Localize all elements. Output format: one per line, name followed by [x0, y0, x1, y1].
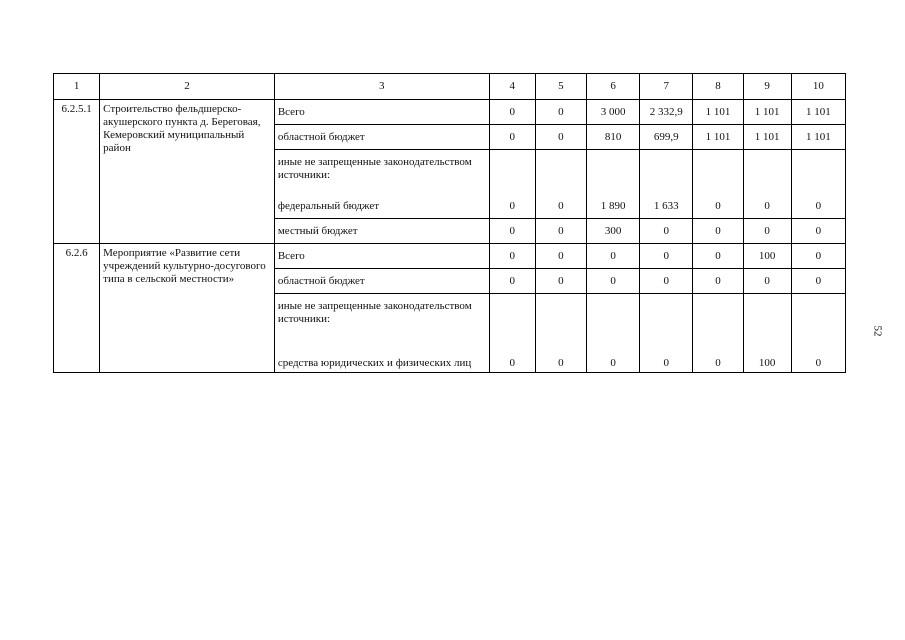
value-cell: 0: [489, 269, 535, 294]
value-cell: 0: [743, 194, 791, 219]
empty-cell: [587, 150, 640, 195]
value-cell: 0: [640, 269, 693, 294]
item-name-cell: [100, 100, 275, 244]
value-cell: 2 332,9: [640, 100, 693, 125]
value-cell: 699,9: [640, 125, 693, 150]
header-cell: 2: [100, 74, 275, 100]
value-cell: 300: [587, 219, 640, 244]
value-cell: 0: [743, 219, 791, 244]
value-cell: 0: [693, 269, 743, 294]
page-number: 52: [871, 325, 884, 337]
table-row: [54, 244, 846, 269]
item-code-cell: [54, 244, 100, 373]
value-cell: 0: [587, 244, 640, 269]
value-cell: 810: [587, 125, 640, 150]
header-cell: 10: [791, 74, 845, 100]
value-cell: 1 101: [791, 100, 845, 125]
value-cell: 0: [489, 125, 535, 150]
value-cell: 0: [791, 219, 845, 244]
source-label: федеральный бюджет: [274, 194, 489, 219]
value-cell: 0: [640, 219, 693, 244]
value-cell: 0: [489, 194, 535, 219]
header-cell: 1: [54, 74, 100, 100]
value-cell: 0: [791, 194, 845, 219]
item-code: 6.2.6: [65, 247, 88, 259]
value-cell: 0: [640, 244, 693, 269]
value-cell: 0: [791, 244, 845, 269]
source-label: иные не запрещенные законодательством источники:: [274, 294, 489, 339]
empty-cell: [489, 150, 535, 195]
source-label: областной бюджет: [274, 125, 489, 150]
source-label: Всего: [274, 244, 489, 269]
value-cell: 1 890: [587, 194, 640, 219]
table-row: [54, 100, 846, 125]
value-cell: 100: [743, 244, 791, 269]
value-cell: 0: [535, 125, 586, 150]
value-cell: 100: [743, 338, 791, 373]
value-cell: 0: [587, 269, 640, 294]
value-cell: 0: [535, 244, 586, 269]
value-cell: 0: [693, 244, 743, 269]
source-label: областной бюджет: [274, 269, 489, 294]
value-cell: 0: [587, 338, 640, 373]
item-code-cell: [54, 100, 100, 244]
value-cell: 1 101: [743, 125, 791, 150]
value-cell: 1 101: [743, 100, 791, 125]
value-cell: 0: [535, 100, 586, 125]
value-cell: 0: [489, 338, 535, 373]
source-label: местный бюджет: [274, 219, 489, 244]
source-label: Всего: [274, 100, 489, 125]
empty-cell: [693, 150, 743, 195]
empty-cell: [791, 294, 845, 339]
header-cell: 6: [587, 74, 640, 100]
value-cell: 0: [693, 194, 743, 219]
value-cell: 1 101: [791, 125, 845, 150]
value-cell: 0: [489, 100, 535, 125]
value-cell: 0: [791, 338, 845, 373]
empty-cell: [640, 150, 693, 195]
header-cell: 9: [743, 74, 791, 100]
source-label: иные не запрещенные законодательством источники:: [274, 150, 489, 195]
table-header-row: [54, 74, 846, 100]
value-cell: 0: [791, 269, 845, 294]
budget-table: [53, 73, 846, 373]
header-cell: 7: [640, 74, 693, 100]
header-cell: 5: [535, 74, 586, 100]
empty-cell: [640, 294, 693, 339]
item-code: 6.2.5.1: [61, 103, 92, 115]
item-name: Мероприятие «Развитие сети учреждений культурно-досугового типа в сельской местности»: [103, 247, 266, 285]
empty-cell: [535, 150, 586, 195]
item-name: Строительство фельдшерско-акушерского пункта д. Береговая, Кемеровский муниципальный район: [103, 103, 261, 154]
value-cell: 0: [489, 219, 535, 244]
value-cell: 0: [535, 194, 586, 219]
empty-cell: [587, 294, 640, 339]
empty-cell: [743, 150, 791, 195]
value-cell: 0: [535, 219, 586, 244]
value-cell: 1 633: [640, 194, 693, 219]
value-cell: 1 101: [693, 100, 743, 125]
empty-cell: [693, 294, 743, 339]
header-cell: 3: [274, 74, 489, 100]
value-cell: 0: [743, 269, 791, 294]
empty-cell: [791, 150, 845, 195]
header-cell: 4: [489, 74, 535, 100]
value-cell: 0: [693, 338, 743, 373]
value-cell: 0: [535, 338, 586, 373]
source-label: средства юридических и физических лиц: [274, 338, 489, 373]
value-cell: 1 101: [693, 125, 743, 150]
item-name-cell: [100, 244, 275, 373]
empty-cell: [489, 294, 535, 339]
empty-cell: [535, 294, 586, 339]
value-cell: 3 000: [587, 100, 640, 125]
value-cell: 0: [640, 338, 693, 373]
header-cell: 8: [693, 74, 743, 100]
value-cell: 0: [535, 269, 586, 294]
empty-cell: [743, 294, 791, 339]
value-cell: 0: [489, 244, 535, 269]
value-cell: 0: [693, 219, 743, 244]
